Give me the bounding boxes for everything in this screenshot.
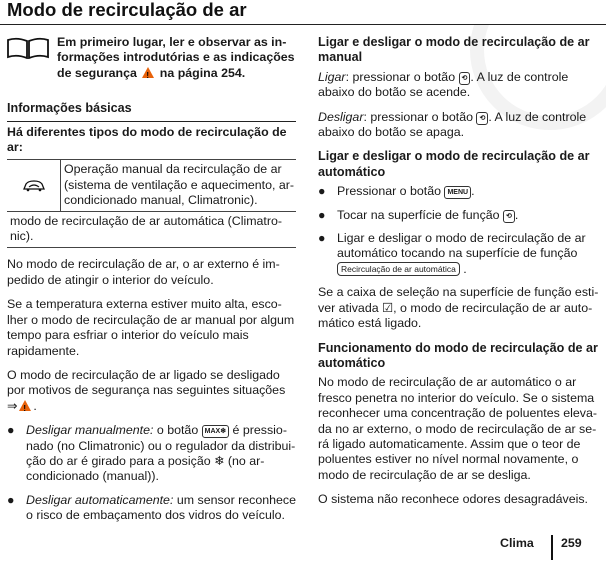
footer-divider: [551, 535, 553, 560]
automatic-recirculation-button: Recirculação de ar automática: [337, 262, 460, 276]
footer-section: Clima: [500, 536, 534, 550]
warning-icon: [19, 400, 31, 411]
list-item: ● Desligar manualmente: o botão MAX❄ é pressionado (no Climatronic) ou o regulador da distribuição do ar é girado para a posição ❄ (no ar-condicionado (manual)).: [7, 423, 296, 484]
paragraph: Ligar: pressionar o botão ⟲ . A luz de controle abaixo do botão se acende.: [318, 69, 569, 100]
windshield-defrost-icon: ❄: [214, 453, 225, 468]
recirculation-types-table: [7, 121, 296, 249]
warning-icon: [142, 67, 154, 78]
paragraph: No modo de recirculação de ar, o ar externo é impedido de atingir o interior do veículo.: [7, 257, 280, 287]
paragraph: Se a caixa de seleção na superfície de função estiver ativada ☑, o modo de recirculação de ar automático está ligado.: [318, 285, 599, 331]
table-header: Há diferentes tipos do modo de recirculação de ar:: [7, 122, 296, 161]
function-surface-icon: ⟲: [503, 210, 515, 223]
paragraph: O modo de recirculação de ar ligado se desligado por motivos de segurança nas seguintes situações ⇒! .: [7, 368, 296, 414]
table-cell: Operação manual da recirculação de ar (sistema de ventilação e aquecimento, ar-condicionado manual, Climatronic).: [64, 162, 295, 208]
max-defrost-key-icon: MAX❄: [202, 425, 229, 438]
recirculation-key-icon: ⟲: [476, 112, 488, 125]
recirculation-car-icon: [7, 160, 61, 210]
list-item: ● Tocar na superfície de função ⟲ .: [318, 207, 519, 222]
right-column: [318, 35, 600, 517]
manual-heading: Ligar e desligar o modo de recirculação de ar manual: [318, 35, 590, 65]
page-number: 259: [561, 536, 582, 550]
list-item: ● Ligar e desligar o modo de recirculação de ar automático tocando na superfície de funçãoRecirculação de ar automática .: [318, 231, 586, 276]
paragraph: Desligar: pressionar o botão ⟲ . A luz de controle abaixo do botão se apaga.: [318, 109, 587, 140]
title-bar: [0, 0, 606, 25]
automatic-heading: Ligar e desligar o modo de recirculação de ar automático: [318, 149, 590, 179]
paragraph: O sistema não reconhece odores desagradáveis.: [318, 492, 588, 507]
paragraph: No modo de recirculação de ar automático o ar fresco penetra no interior do veículo. Se o sistema reconhecer uma concentração de poluentes elevada no ar externo, o modo de recirculação de ar será ligado automaticamente. Assim que o teor de poluentes estiver no nível normal novamente, o modo de recirculação de ar se desliga.: [318, 375, 597, 482]
basic-info-heading: Informações básicas: [7, 101, 132, 116]
book-icon: [7, 37, 49, 59]
list-item: ● Pressionar o botão MENU .: [318, 184, 475, 199]
function-heading: Funcionamento do modo de recirculação de ar automático: [318, 340, 598, 370]
intro-text: Em primeiro lugar, ler e observar as informações introdutórias e as indicações de segurança ! na página 254.: [57, 35, 296, 81]
menu-key-icon: MENU: [444, 186, 471, 199]
left-column: [7, 35, 296, 532]
page-title: Modo de recirculação de ar: [7, 0, 247, 20]
list-item: ● Desligar automaticamente: um sensor reconhece o risco de embaçamento dos vidros do veículo.: [7, 492, 296, 523]
paragraph: Se a temperatura externa estiver muito alta, escolher o modo de recirculação de ar manual por algum tempo para esfriar o interior do veículo mais rapidamente.: [7, 297, 295, 358]
table-row: [7, 160, 296, 211]
intro-note: [7, 35, 296, 81]
recirculation-key-icon: ⟲: [459, 72, 471, 85]
table-row: modo de recirculação de ar automática (Climatronic).: [10, 213, 283, 244]
